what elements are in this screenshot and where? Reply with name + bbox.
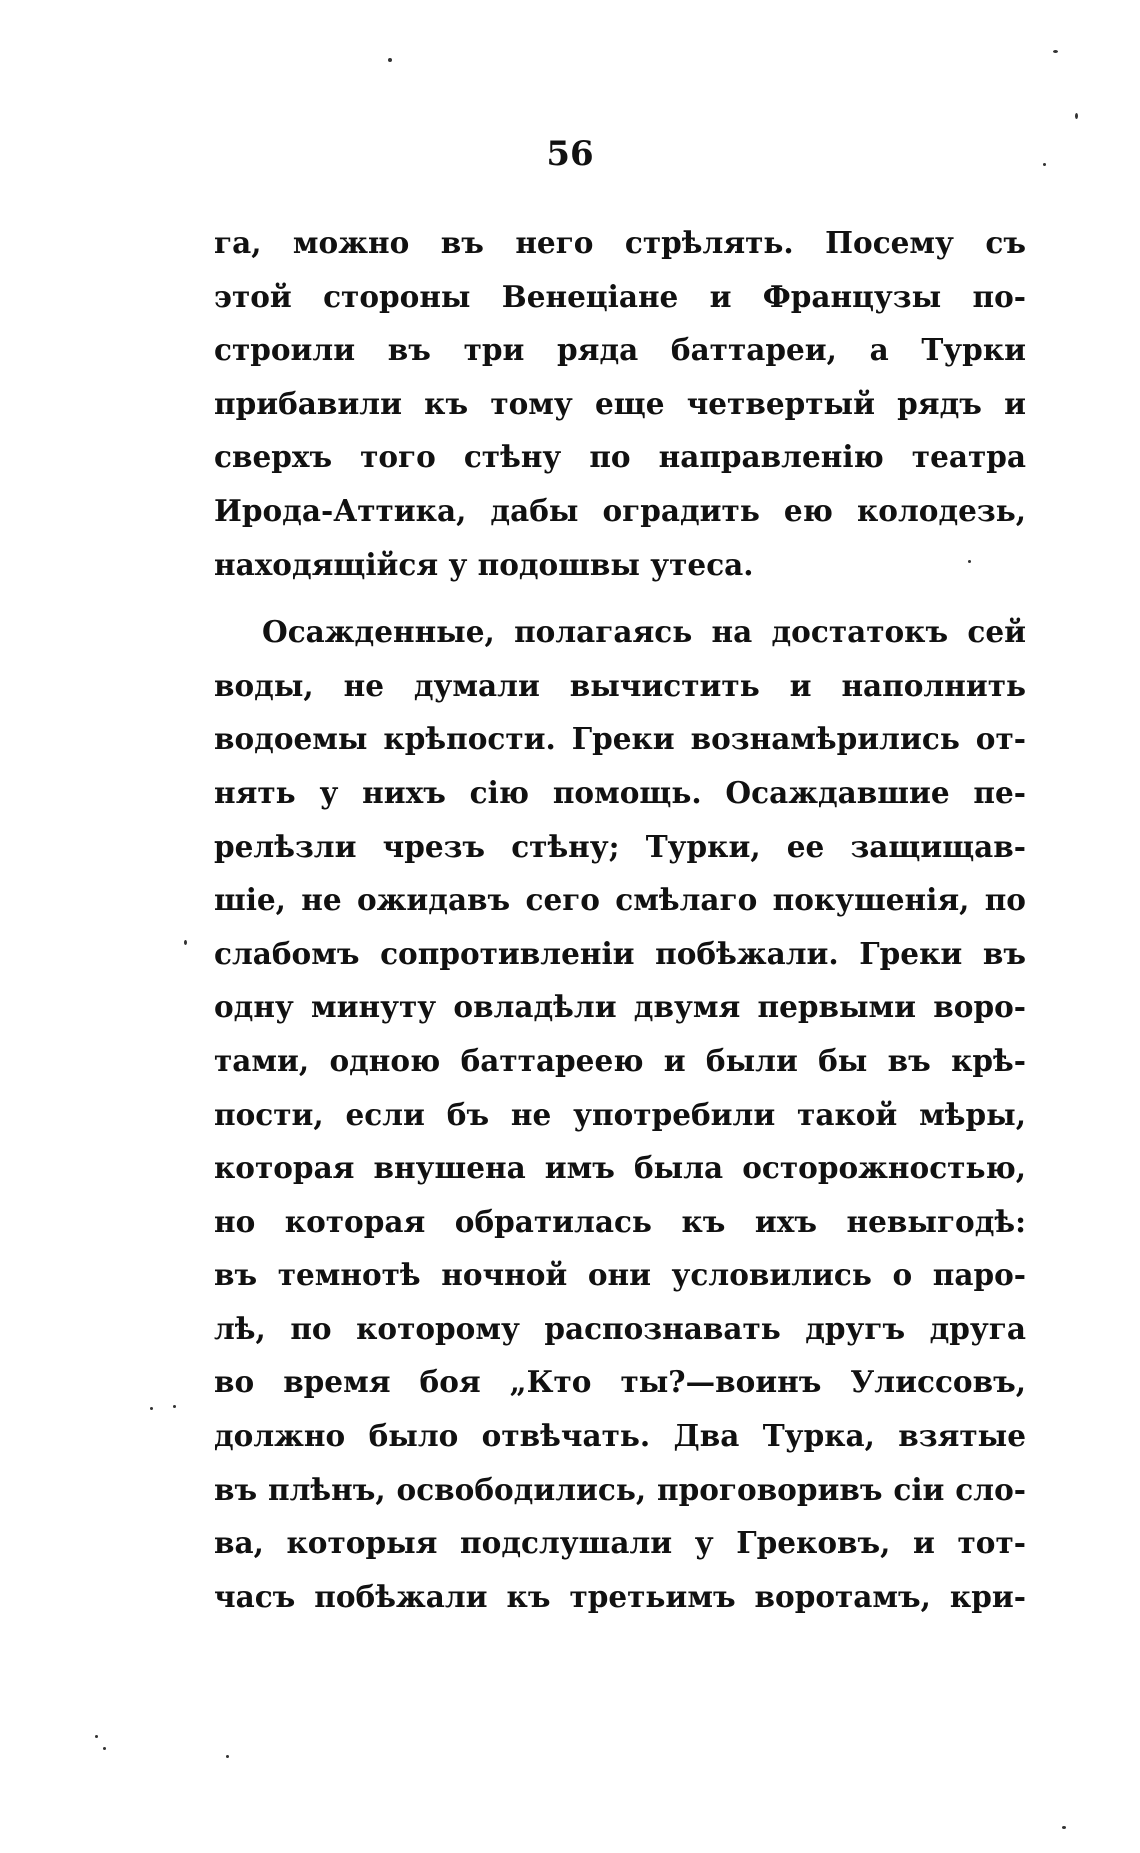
paragraph-2 [214, 605, 1026, 1623]
text-line: водоемы крѣпости. Греки вознамѣрились от- [214, 721, 1026, 757]
text-line: тами, одною баттареею и были бы въ крѣ- [214, 1042, 1026, 1078]
text-line: пости, если бъ не употребили такой мѣры, [214, 1096, 1026, 1132]
scan-speck [1062, 1826, 1066, 1829]
scan-speck [173, 1405, 176, 1408]
text-line: строили въ три ряда баттареи, а Турки [214, 332, 1026, 368]
text-line: шіе, не ожидавъ сего смѣлаго покушенія, по [214, 882, 1026, 918]
page-number: 56 [546, 134, 594, 174]
scan-speck [968, 560, 971, 563]
text-line: слабомъ сопротивленіи побѣжали. Греки въ [214, 935, 1026, 971]
text-line: лѣ, по которому распознавать другъ друга [214, 1310, 1026, 1346]
scan-speck [388, 58, 392, 62]
scan-speck [226, 1755, 229, 1758]
paragraph-1 [214, 216, 1026, 591]
text-line: Осажденные, полагаясь на достатокъ сей [262, 614, 1026, 650]
scan-speck [1075, 113, 1078, 119]
text-line: сверхъ того стѣну по направленію театра [214, 439, 1026, 475]
text-line: одну минуту овладѣли двумя первыми воро- [214, 989, 1026, 1025]
text-line: воды, не думали вычистить и наполнить [214, 667, 1026, 703]
text-line: Ирода-Аттика, дабы оградить ею колодезь, [214, 492, 1026, 528]
scan-speck [1043, 163, 1046, 166]
text-line: находящійся у подошвы утеса. [214, 546, 754, 582]
text-line: этой стороны Венеціане и Французы по- [214, 278, 1026, 314]
scan-speck [103, 1747, 106, 1750]
text-line: въ плѣнъ, освободились, проговоривъ сіи сло- [214, 1471, 1026, 1507]
text-line: но которая обратилась къ ихъ невыгодѣ: [214, 1203, 1026, 1239]
text-line: должно было отвѣчать. Два Турка, взятые [214, 1418, 1026, 1454]
text-line: нять у нихъ сію помощь. Осаждавшие пе- [214, 774, 1026, 810]
scan-speck [1053, 50, 1058, 53]
text-line: которая внушена имъ была осторожностью, [214, 1150, 1026, 1186]
text-line: ва, которыя подслушали у Грековъ, и тот- [214, 1525, 1026, 1561]
text-line: во время боя „Кто ты?—воинъ Улиссовъ, [214, 1364, 1026, 1400]
text-line: часъ побѣжали къ третьимъ воротамъ, кри- [214, 1578, 1026, 1614]
text-line: релѣзли чрезъ стѣну; Турки, ее защищав- [214, 828, 1026, 864]
scan-speck [150, 1407, 153, 1410]
body-text [214, 216, 1026, 1623]
text-line: га, можно въ него стрѣлять. Посему съ [214, 225, 1026, 260]
scan-speck [95, 1735, 98, 1738]
scan-speck [184, 940, 187, 945]
text-line: прибавили къ тому еще четвертый рядъ и [214, 385, 1026, 421]
text-line: въ темнотѣ ночной они условились о паро- [214, 1257, 1026, 1293]
